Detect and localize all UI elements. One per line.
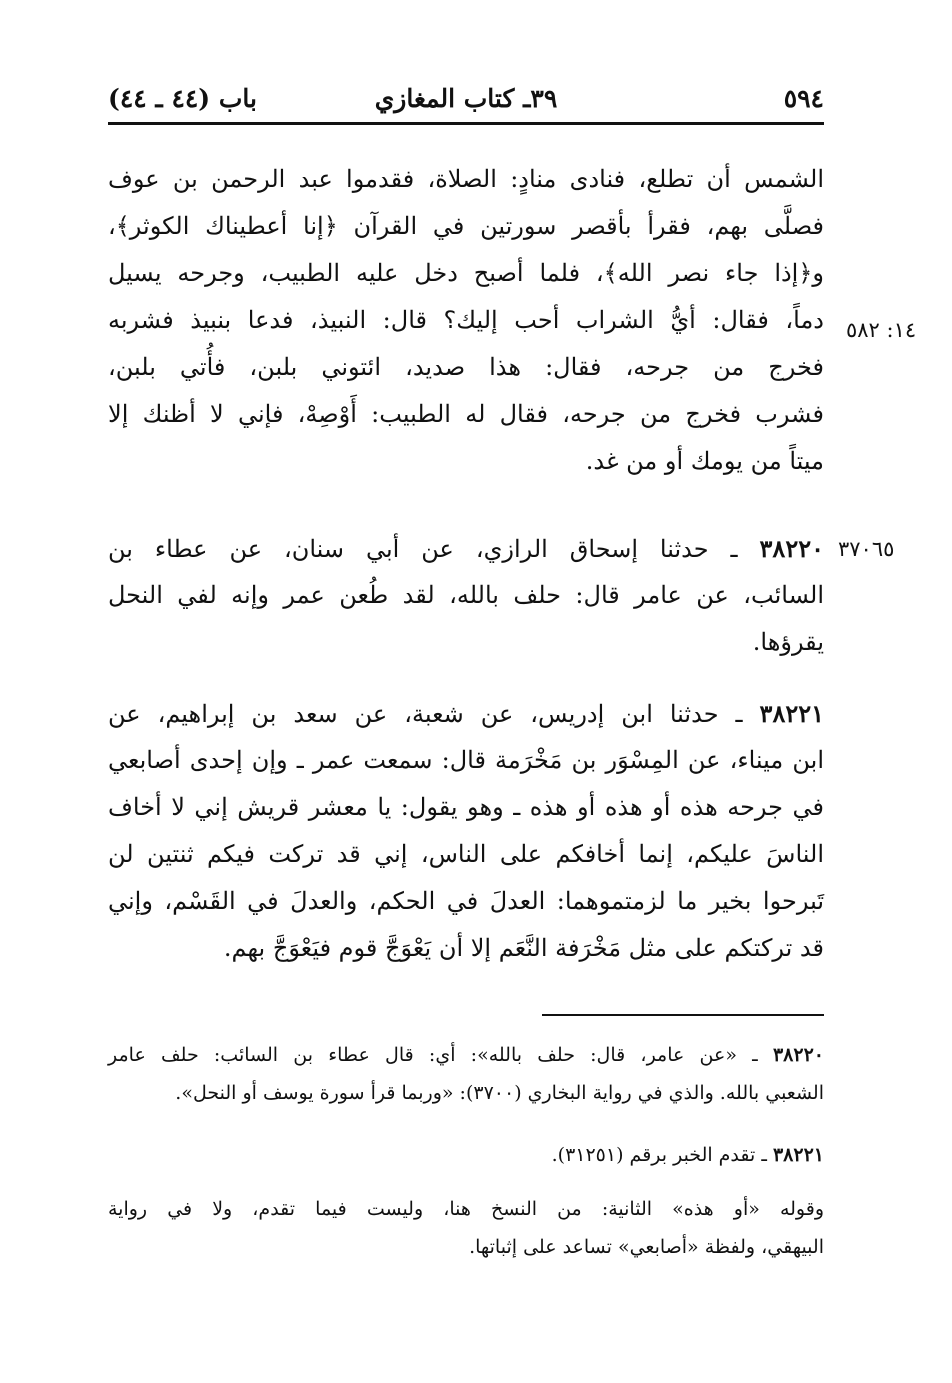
- footnote-text: ـ «عن عامر، قال: حلف بالله»: أي: قال عطاء بن السائب: حلف عامر: [108, 1044, 758, 1066]
- text-line: ميتاً من يومك أو من غد.: [585, 447, 824, 475]
- footnote-first-line: [108, 1036, 824, 1074]
- text-line: دماً، فقال: أيُّ الشراب أحب إليك؟ قال: النبيذ، فدعا بنبيذ فشربه: [108, 306, 824, 334]
- hadith-text: ـ حدثنا ابن إدريس، عن شعبة، عن سعد بن إبراهيم، عن: [108, 700, 743, 728]
- hadith-first-line: [108, 690, 824, 737]
- hadith-38221: [108, 690, 824, 972]
- footnote-line: وقوله «أو هذه» الثانية: من النسخ هنا، وليست فيما تقدم، ولا في رواية: [108, 1198, 824, 1220]
- text-line: تَبرحوا بخير ما لزمتموهما: العدلَ في الحكم، والعدلَ في القَسْم، وإني: [108, 887, 824, 915]
- margin-reference-1: ١٤: ٥٨٢: [846, 318, 917, 342]
- page-header: [108, 82, 824, 125]
- footnote-number: ٣٨٢٢٠: [772, 1044, 824, 1066]
- text-line: فخرج من جرحه، فقال: هذا صديد، ائتوني بلبن، فأُتي بلبن،: [108, 353, 824, 381]
- text-line: يقرؤها.: [752, 628, 824, 656]
- text-line: و﴿إذا جاء نصر الله﴾، فلما أصبح دخل عليه الطبيب، وجرحه يسيل: [108, 259, 824, 287]
- page-number: ٥٩٤: [783, 84, 824, 113]
- text-line: فشرب فخرج من جرحه، فقال له الطبيب: أَوْصِهْ، فإني لا أظنك إلا: [108, 400, 824, 428]
- hadith-number: ٣٨٢٢١: [759, 699, 824, 728]
- margin-reference-2: ٣٧٠٦٥: [838, 537, 895, 561]
- footnote-line: البيهقي، ولفظة «أصابعي» تساعد على إثباتها.: [469, 1236, 824, 1258]
- chapter-label: باب (٤٤ ـ ٤٤): [108, 84, 257, 113]
- footnote-38221: [108, 1136, 824, 1174]
- text-line: الناسَ عليكم، إنما أخافكم على الناس، إني قد تركت فيكم ثنتين لن: [108, 840, 824, 868]
- text-line: السائب، عن عامر قال: حلف بالله، لقد طُعن عمر وإنه لفي النحل: [108, 581, 824, 609]
- book-title: ٣٩ـ كتاب المغازي: [374, 84, 558, 113]
- footnote-number: ٣٨٢٢١: [772, 1144, 824, 1166]
- text-line: ابن ميناء، عن المِسْوَر بن مَخْرَمة قال: سمعت عمر ـ وإن إحدى أصابعي: [108, 746, 824, 774]
- hadith-first-line: [108, 525, 824, 572]
- footnote-text: ـ تقدم الخبر برقم (٣١٢٥١).: [551, 1144, 767, 1166]
- footnote-first-line: [108, 1136, 824, 1174]
- hadith-number: ٣٨٢٢٠: [759, 534, 824, 563]
- footnote-divider: [542, 1014, 824, 1016]
- text-line: في جرحه هذه أو هذه أو هذه ـ وهو يقول: يا معشر قريش إني لا أخاف: [108, 793, 824, 821]
- footnote-line: الشعبي بالله. والذي في رواية البخاري (٣٧٠٠): «وربما قرأ سورة يوسف أو النحل».: [175, 1082, 824, 1104]
- text-line: الشمس أن تطلع، فنادى منادٍ: الصلاة، فقدموا عبد الرحمن بن عوف: [108, 165, 824, 193]
- text-line: فصلَّى بهم، فقرأ بأقصر سورتين في القرآن ﴿إنا أعطيناك الكوثر﴾،: [108, 212, 824, 240]
- text-line: قد تركتكم على مثل مَخْرَفة النَّعَم إلا أن يَعْوَجَّ قوم فيَعْوَجَّ بهم.: [223, 934, 824, 962]
- hadith-text: ـ حدثنا إسحاق الرازي، عن أبي سنان، عن عطاء بن: [108, 535, 738, 563]
- paragraph-1: [108, 156, 824, 485]
- footnote-note: [108, 1190, 824, 1266]
- footnote-38220: [108, 1036, 824, 1112]
- hadith-38220: [108, 525, 824, 666]
